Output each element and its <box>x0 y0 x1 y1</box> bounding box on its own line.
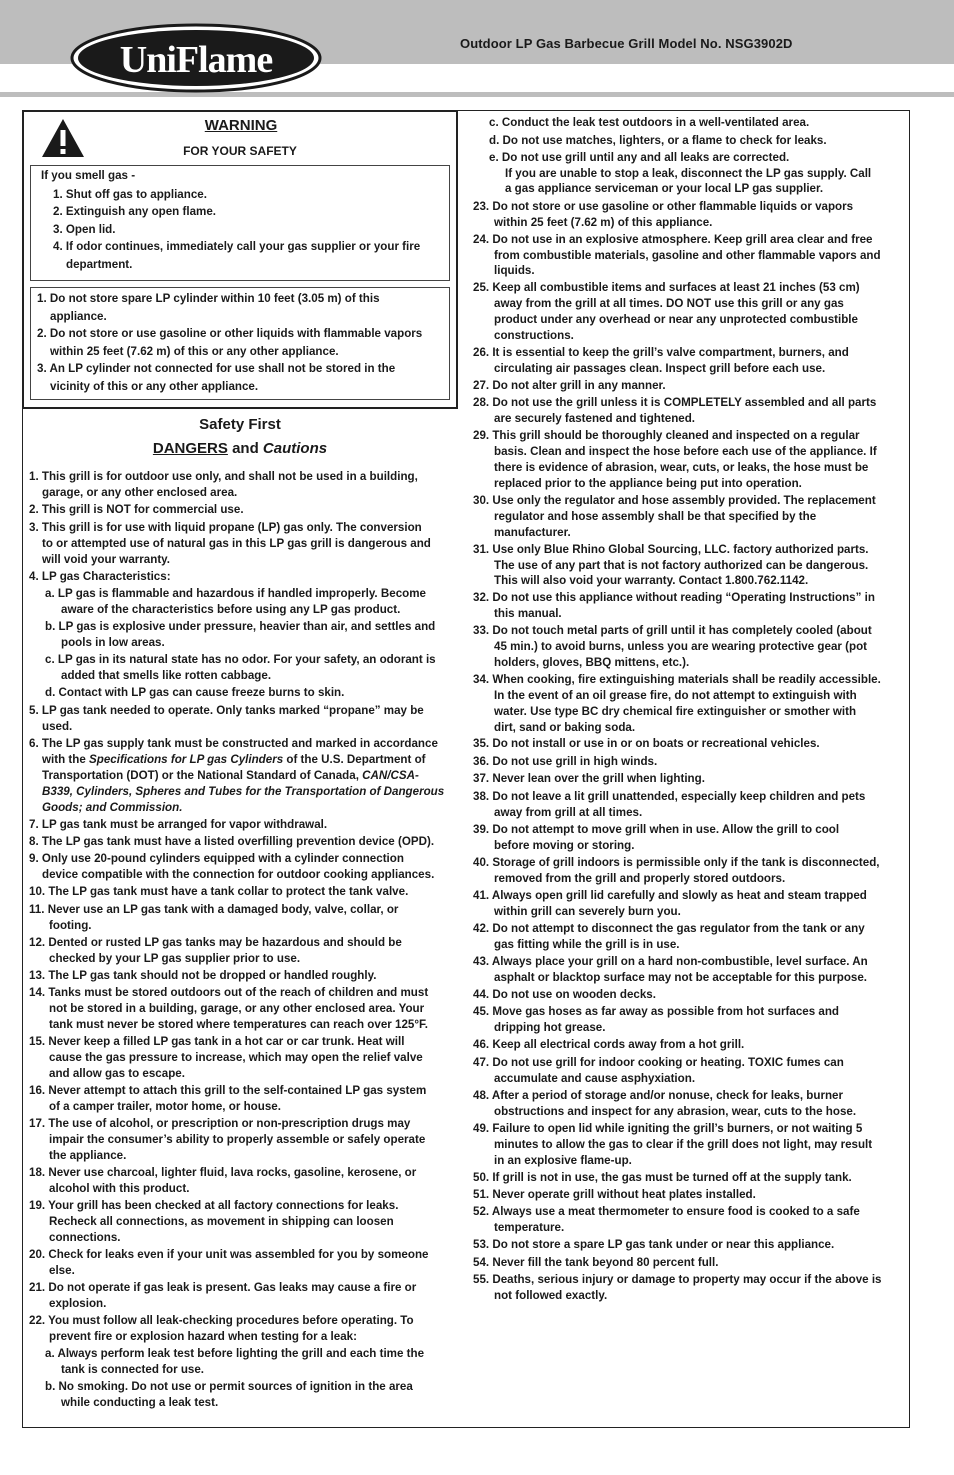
text-line: In the event of an oil grease fire, do not attempt to extinguish with <box>494 689 857 702</box>
text-line: 52. Always use a meat thermometer to ensure food is cooked to a safe <box>473 1205 860 1218</box>
text-line: to or attempted use of natural gas in this LP gas grill is dangerous and <box>42 537 431 550</box>
text-line: 53. Do not store a spare LP gas tank under or near this appliance. <box>473 1238 835 1251</box>
text-line: basis. Clean and inspect the hose before each use of the appliance. If <box>494 445 877 458</box>
text-line: liquids. <box>494 264 535 277</box>
text-line: temperature. <box>494 1221 565 1234</box>
smell-step: 4. If odor continues, immediately call your gas supplier or your fire <box>53 240 421 253</box>
text-line: 11. Never use an LP gas tank with a damaged body, valve, collar, or <box>29 903 399 916</box>
text-line: within grill can severely burn you. <box>494 905 681 918</box>
text-line: 4. LP gas Characteristics: <box>29 570 171 583</box>
text-line: The use of any part that is not factory authorized can be dangerous. <box>494 559 869 572</box>
text-line: B339, Cylinders, Spheres and Tubes for the Transportation of Dangerous <box>42 785 445 798</box>
text-line: c. Conduct the leak test outdoors in a well-ventilated area. <box>489 116 810 129</box>
text-line: 54. Never fill the tank beyond 80 percent full. <box>473 1256 719 1269</box>
text-line: 15. Never keep a filled LP gas tank in a hot car or car trunk. Heat will <box>29 1035 405 1048</box>
warning-title: WARNING <box>204 117 278 134</box>
text-line: b. No smoking. Do not use or permit sources of ignition in the area <box>45 1380 413 1393</box>
text-line: 22. You must follow all leak-checking procedures before operating. To <box>29 1314 414 1327</box>
text-line: 36. Do not use grill in high winds. <box>473 755 658 768</box>
text-line: 21. Do not operate if gas leak is present. Gas leaks may cause a fire or <box>29 1281 417 1294</box>
text-line: 27. Do not alter grill in any manner. <box>473 379 666 392</box>
storage-rule: vicinity of this or any other appliance. <box>50 380 259 393</box>
text-line: garage, or any other enclosed area. <box>42 486 238 499</box>
text-line: and allow gas to escape. <box>49 1067 185 1080</box>
text-line: 51. Never operate grill without heat plates installed. <box>473 1188 756 1201</box>
text-line: obstructions and inspect for any abrasion, wear, cuts to the hose. <box>494 1105 857 1118</box>
text-line: 7. LP gas tank must be arranged for vapor withdrawal. <box>29 818 328 831</box>
text-line: 46. Keep all electrical cords away from a hot grill. <box>473 1038 745 1051</box>
text-line: replaced prior to the appliance being put into operation. <box>494 477 802 490</box>
text-line: b. LP gas is explosive under pressure, heavier than air, and settles and <box>45 620 436 633</box>
text-line: 45. Move gas hoses as far away as possible from hot surfaces and <box>473 1005 839 1018</box>
text-line: water. Use type BC dry chemical fire extinguisher or smother with <box>494 705 857 718</box>
text-line: not followed exactly. <box>494 1289 608 1302</box>
text-line: before moving or storing. <box>494 839 635 852</box>
smell-step: department. <box>66 258 133 271</box>
storage-rule: 3. An LP cylinder not connected for use shall not be stored in the <box>37 362 396 375</box>
text-line: 55. Deaths, serious injury or damage to property may occur if the above is <box>473 1273 882 1286</box>
text-line: dirt, sand or baking soda. <box>494 721 636 734</box>
text-line: dripping hot grease. <box>494 1021 606 1034</box>
text-line: not be stored in a building, garage, or any other enclosed area. Your <box>49 1002 425 1015</box>
text-line: asphalt or blacktop surface may not be acceptable for this purpose. <box>494 971 868 984</box>
model-title: Outdoor LP Gas Barbecue Grill Model No. NSG3902D <box>460 36 793 51</box>
text-line: e. Do not use grill until any and all leaks are corrected. <box>489 151 790 164</box>
smell-step: 3. Open lid. <box>53 223 116 236</box>
text-line: 26. It is essential to keep the grill’s valve compartment, burners, and <box>473 346 849 359</box>
text-line: 3. This grill is for use with liquid propane (LP) gas only. The conversion <box>29 521 422 534</box>
text-line: 34. When cooking, fire extinguishing materials shall be readily accessible. <box>473 673 881 686</box>
text-line: If you are unable to stop a leak, disconnect the LP gas supply. Call <box>505 167 872 180</box>
text-line: else. <box>49 1264 75 1277</box>
text-line: connections. <box>49 1231 121 1244</box>
text-line: in an explosive flame-up. <box>494 1154 632 1167</box>
text-span: with the <box>42 753 90 766</box>
text-line: are securely fastened and tightened. <box>494 412 696 425</box>
text-line: a gas appliance serviceman or your local LP gas supplier. <box>505 182 824 195</box>
text-line: 44. Do not use on wooden decks. <box>473 988 656 1001</box>
text-line: explosion. <box>49 1297 107 1310</box>
text-line: while conducting a leak test. <box>61 1396 219 1409</box>
text-line: 40. Storage of grill indoors is permissible only if the tank is disconnected, <box>473 856 880 869</box>
text-line: the appliance. <box>49 1149 127 1162</box>
text-line: 47. Do not use grill for indoor cooking or heating. TOXIC fumes can <box>473 1056 844 1069</box>
cautions-word: Cautions <box>262 440 328 457</box>
text-line: 50. If grill is not in use, the gas must be turned off at the supply tank. <box>473 1171 852 1184</box>
text-line: away from grill at all times. <box>494 806 643 819</box>
text-line: Recheck all connections, as movement in shipping can loosen <box>49 1215 394 1228</box>
text-line: checked by your LP gas supplier prior to use. <box>49 952 301 965</box>
storage-rule: within 25 feet (7.62 m) of this or any other appliance. <box>50 345 339 358</box>
text-line: footing. <box>49 919 92 932</box>
text-line: used. <box>42 720 73 733</box>
text-line: a. LP gas is flammable and hazardous if handled improperly. Become <box>45 587 426 600</box>
text-line-mixed <box>42 768 419 784</box>
text-line: accumulate and cause asphyxiation. <box>494 1072 696 1085</box>
text-line: circulating air passages clean. Inspect grill before each use. <box>494 362 826 375</box>
text-line: This will also void your warranty. Contact 1.800.762.1142. <box>494 574 809 587</box>
text-line: of a camper trailer, motor home, or house. <box>49 1100 281 1113</box>
smell-intro: If you smell gas - <box>41 169 136 182</box>
text-line: 20. Check for leaks even if your unit was assembled for you by someone <box>29 1248 429 1261</box>
text-line: 14. Tanks must be stored outdoors out of the reach of children and must <box>29 986 429 999</box>
text-line: will void your warranty. <box>42 553 170 566</box>
text-line: 17. The use of alcohol, or prescription or non-prescription drugs may <box>29 1117 411 1130</box>
text-line: product under any overhead or near any unprotected combustible <box>494 313 858 326</box>
warning-subtitle: FOR YOUR SAFETY <box>183 144 297 158</box>
text-line: pools in low areas. <box>61 636 165 649</box>
text-line: 48. After a period of storage and/or nonuse, check for leaks, burner <box>473 1089 844 1102</box>
text-line: 41. Always open grill lid carefully and slowly as heat and steam trapped <box>473 889 867 902</box>
and-word: and <box>232 440 259 457</box>
text-line: 25. Keep all combustible items and surfaces at least 21 inches (53 cm) <box>473 281 860 294</box>
text-line: 13. The LP gas tank should not be dropped or handled roughly. <box>29 969 377 982</box>
text-line: removed from the grill and properly stored outdoors. <box>494 872 786 885</box>
text-line: tank must never be stored where temperatures can reach over 125°F. <box>49 1018 429 1031</box>
text-line: d. Contact with LP gas can cause freeze burns to skin. <box>45 686 345 699</box>
text-line: impair the consumer’s ability to properly assemble or safely operate <box>49 1133 426 1146</box>
text-line: 10. The LP gas tank must have a tank collar to protect the tank valve. <box>29 885 409 898</box>
text-line: added that smells like rotten cabbage. <box>61 669 272 682</box>
text-line: away from the grill at all times. DO NOT use this grill or any gas <box>494 297 844 310</box>
text-line: 38. Do not leave a lit grill unattended, especially keep children and pets <box>473 790 866 803</box>
text-line: 39. Do not attempt to move grill when in use. Allow the grill to cool <box>473 823 840 836</box>
warning-triangle-icon <box>40 117 86 159</box>
text-line: 6. The LP gas supply tank must be constructed and marked in accordance <box>29 737 438 750</box>
text-line: from combustible materials, gasoline and other flammable vapors and <box>494 249 881 262</box>
text-span: of the U.S. Department of <box>283 753 426 766</box>
text-line: d. Do not use matches, lighters, or a flame to check for leaks. <box>489 134 827 147</box>
text-line: within 25 feet (7.62 m) of this appliance. <box>494 216 713 229</box>
safety-heading: Safety First <box>199 416 281 433</box>
uniflame-logo <box>70 23 322 93</box>
text-line: a. Always perform leak test before lighting the grill and each time the <box>45 1347 425 1360</box>
text-line: 30. Use only the regulator and hose assembly provided. The replacement <box>473 494 876 507</box>
text-line: 29. This grill should be thoroughly cleaned and inspected on a regular <box>473 429 860 442</box>
text-line: 12. Dented or rusted LP gas tanks may be hazardous and should be <box>29 936 402 949</box>
text-line: 18. Never use charcoal, lighter fluid, lava rocks, gasoline, kerosene, or <box>29 1166 417 1179</box>
text-span: Transportation (DOT) or the National Standard of Canada, <box>42 769 363 782</box>
text-line: 45 min.) to avoid burns, unless you are wearing protective gear (pot <box>494 640 868 653</box>
text-line: 9. Only use 20-pound cylinders equipped with a cylinder connection <box>29 852 404 865</box>
text-line: minutes to allow the gas to clear if the grill does not light, may result <box>494 1138 873 1151</box>
text-line: 33. Do not touch metal parts of grill until it has completely cooled (about <box>473 624 872 637</box>
dangers-heading <box>130 440 350 457</box>
text-line: alcohol with this product. <box>49 1182 190 1195</box>
text-line: 35. Do not install or use in or on boats or recreational vehicles. <box>473 737 820 750</box>
text-line: 2. This grill is NOT for commercial use. <box>29 503 244 516</box>
text-line: c. LP gas in its natural state has no odor. For your safety, an odorant is <box>45 653 436 666</box>
text-span-italic: CAN/CSA- <box>362 769 419 782</box>
text-line: manufacturer. <box>494 526 571 539</box>
text-line: Goods; and Commission. <box>42 801 183 814</box>
text-line: 1. This grill is for outdoor use only, and shall not be used in a building, <box>29 470 418 483</box>
smell-step: 2. Extinguish any open flame. <box>53 205 216 218</box>
storage-rule: 1. Do not store spare LP cylinder within 10 feet (3.05 m) of this <box>37 292 380 305</box>
text-line: holders, gloves, BBQ mittens, etc.). <box>494 656 690 669</box>
storage-rule: appliance. <box>50 310 107 323</box>
text-line: aware of the characteristics before using any LP gas product. <box>61 603 401 616</box>
text-line: constructions. <box>494 329 574 342</box>
text-line: prevent fire or explosion hazard when testing for a leak: <box>49 1330 357 1343</box>
text-line: 43. Always place your grill on a hard non-combustible, level surface. An <box>473 955 868 968</box>
dangers-word: DANGERS <box>152 440 228 457</box>
text-line: this manual. <box>494 607 562 620</box>
text-line: 8. The LP gas tank must have a listed overfilling prevention device (OPD). <box>29 835 435 848</box>
text-line: tank is connected for use. <box>61 1363 205 1376</box>
text-line: 49. Failure to open lid while igniting the grill’s burners, or not waiting 5 <box>473 1122 863 1135</box>
text-line: regulator and hose assembly shall be that specified by the <box>494 510 817 523</box>
text-line: 28. Do not use the grill unless it is COMPLETELY assembled and all parts <box>473 396 877 409</box>
svg-text:UniFlame: UniFlame <box>119 39 273 81</box>
text-line: cause the gas pressure to increase, which may open the relief valve <box>49 1051 423 1064</box>
text-line: there is evidence of abrasion, wear, cuts, or leaks, the hose must be <box>494 461 869 474</box>
text-span-italic: Specifications for LP gas Cylinders <box>89 753 284 766</box>
text-line: 16. Never attempt to attach this grill to the self-contained LP gas system <box>29 1084 427 1097</box>
text-line: 19. Your grill has been checked at all factory connections for leaks. <box>29 1199 399 1212</box>
text-line-mixed <box>42 752 426 768</box>
smell-step: 1. Shut off gas to appliance. <box>53 188 207 201</box>
text-line: 42. Do not attempt to disconnect the gas regulator from the tank or any <box>473 922 865 935</box>
text-line: 23. Do not store or use gasoline or other flammable liquids or vapors <box>473 200 854 213</box>
text-line: 31. Use only Blue Rhino Global Sourcing, LLC. factory authorized parts. <box>473 543 869 556</box>
text-line: 24. Do not use in an explosive atmosphere. Keep grill area clear and free <box>473 233 873 246</box>
storage-rule: 2. Do not store or use gasoline or other liquids with flammable vapors <box>37 327 423 340</box>
text-line: device compatible with the connection for outdoor cooking appliances. <box>42 868 435 881</box>
text-line: 32. Do not use this appliance without reading “Operating Instructions” in <box>473 591 875 604</box>
text-line: 5. LP gas tank needed to operate. Only tanks marked “propane” may be <box>29 704 424 717</box>
text-line: gas fitting while the grill is in use. <box>494 938 680 951</box>
text-line: 37. Never lean over the grill when lighting. <box>473 772 705 785</box>
